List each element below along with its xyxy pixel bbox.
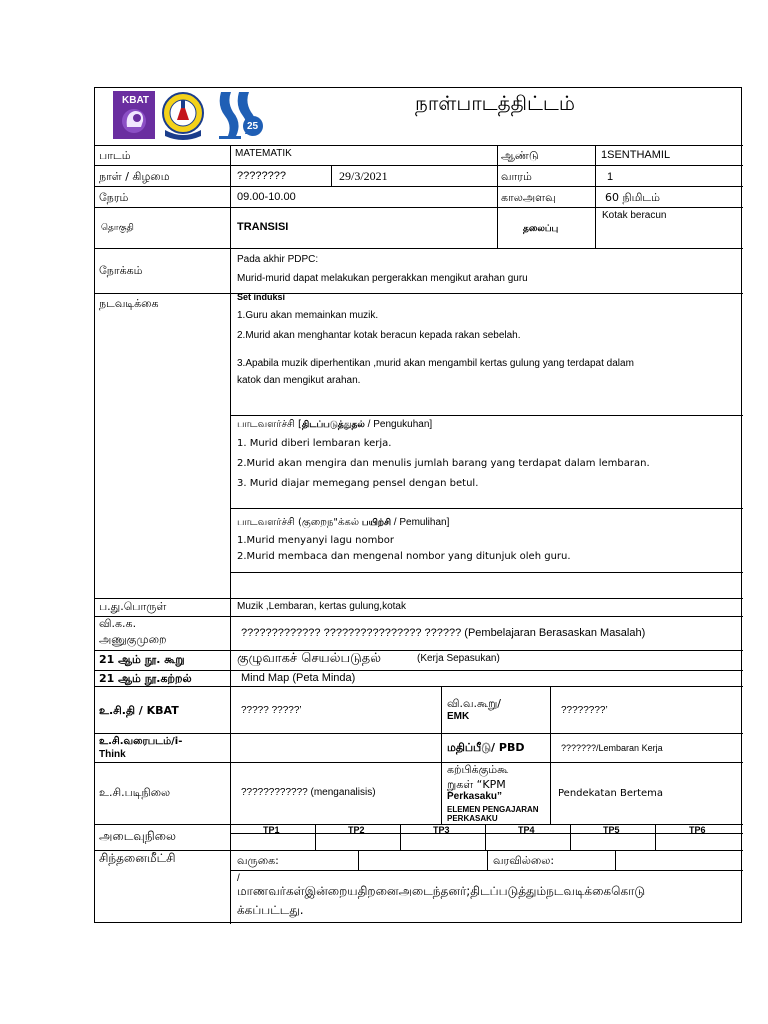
pbd-label: மதிப்பீடு/ PBD — [447, 741, 525, 754]
skill21-value: (Kerja Sepasukan) — [417, 653, 500, 664]
kpm-value: Pendekatan Bertema — [558, 788, 664, 799]
remedial-title — [237, 517, 449, 529]
kpm-label-a: கற்பிக்கும்கூ — [447, 763, 509, 776]
ithink-label: உ.சி.வரைபடம்/i- — [99, 736, 183, 747]
kbat-label: உ.சி.தி / KBAT — [99, 704, 179, 717]
title-label: தலைப்பு — [523, 224, 559, 234]
set-step-3a: 3.Apabila muzik diperhentikan ,murid akan mengambil kertas gulung yang terdapat dalam — [237, 358, 634, 369]
absence-label: வரவில்லை: — [493, 854, 555, 867]
tp-1: TP1 — [263, 825, 280, 835]
materials-label: ப.து.பொருள் — [99, 600, 167, 613]
emk-label: வி.வ.கூறு/ — [447, 697, 501, 710]
reflection-slash: / — [237, 873, 240, 884]
kpm-label-b: றுகள் “KPM — [447, 778, 506, 791]
tp-3: TP3 — [433, 825, 450, 835]
year-label: ஆண்டு — [501, 149, 539, 162]
logo-badge-number: 25 — [247, 121, 259, 132]
development-title-b: திடப்படுத்துதல் — [301, 420, 365, 430]
approach-label-2: அணுகுமுறை — [99, 633, 167, 646]
remedial-step-2: 2.Murid membaca dan mengenal nombor yang ditunjuk oleh guru. — [237, 551, 571, 562]
remedial-title-a: பாடவளர்ச்சி (குறைந"க்கல் — [237, 517, 360, 528]
activity-label: நடவடிக்கை — [99, 297, 159, 310]
page-title: நாள்பாடத்திட்டம் — [415, 91, 575, 115]
remedial-title-b: பயிற்சி — [361, 518, 391, 528]
date-value: 29/3/2021 — [339, 170, 388, 183]
emk-value: ????????’ — [561, 705, 608, 716]
skill21-label: 21 ஆம் நூ. கூறு — [99, 653, 185, 666]
duration-value: 60 நிமிடம் — [605, 191, 661, 204]
kbat-logo — [113, 91, 155, 139]
dev-step-3: 3. Murid diajar memegang pensel dengan betul. — [237, 478, 479, 489]
set-step-2: 2.Murid akan menghantar kotak beracun kepada rakan sebelah. — [237, 330, 521, 341]
kpm-label-d: ELEMEN PENGAJARAN — [447, 805, 539, 814]
duration-label: காலஅளவு — [501, 191, 556, 204]
unit-value: TRANSISI — [237, 221, 289, 233]
subject-value: MATEMATIK — [235, 148, 292, 159]
development-title-a: பாடவளர்ச்சி [ — [237, 419, 302, 430]
ithink-label-b: Think — [99, 749, 126, 760]
ministry-25-logo — [215, 88, 265, 142]
time-label: நேரம் — [99, 191, 129, 204]
subject-label: பாடம் — [99, 149, 131, 162]
objective-line1: Pada akhir PDPC: — [237, 254, 319, 265]
reflection-label: சிந்தனைமீட்சி — [99, 851, 176, 865]
time-value: 09.00-10.00 — [237, 191, 296, 203]
emk-label-b: EMK — [447, 711, 470, 722]
approach-value: ????????????? ???????????????? ?????? (Pembelajaran Berasaskan Masalah) — [241, 627, 646, 639]
day-value: ???????? — [237, 170, 286, 182]
week-value: 1 — [607, 171, 614, 183]
objective-line2: Murid-murid dapat melakukan pergerakkan mengikut arahan guru — [237, 273, 528, 284]
level-label: உ.சி.படிநிலை — [99, 786, 171, 799]
tp-6: TP6 — [689, 825, 706, 835]
tp-4: TP4 — [518, 825, 535, 835]
dev-step-1: 1. Murid diberi lembaran kerja. — [237, 438, 392, 449]
skill21-value-ta: குழுவாகச் செயல்படுதல் — [237, 651, 382, 666]
pbd-value: ???????/Lembaran Kerja — [561, 743, 663, 753]
crest-icon — [161, 90, 205, 140]
kbat-logo-text: KBAT — [122, 95, 150, 106]
school-crest-logo — [161, 90, 205, 140]
objective-label: நோக்கம் — [99, 264, 143, 277]
tp-2: TP2 — [348, 825, 365, 835]
attendance-label: வருகை: — [237, 854, 279, 867]
lesson-plan-table — [94, 87, 742, 923]
remedial-step-1: 1.Murid menyanyi lagu nombor — [237, 535, 394, 546]
reflection-text-1: மாணவர்கள்இன்றையதிறனைஅடைந்தனர்;திடப்படுத்தும்நடவடிக்கைகொடு — [237, 884, 646, 898]
approach-label-1: வி.க.க. — [99, 617, 137, 630]
kpm-label-e: PERKASAKU — [447, 814, 498, 823]
development-title — [237, 419, 432, 431]
tp-5: TP5 — [603, 825, 620, 835]
learning21-label: 21 ஆம் நூ.கற்றல் — [99, 672, 192, 685]
materials-value: Muzik ,Lembaran, kertas gulung,kotak — [237, 601, 406, 612]
title-value: Kotak beracun — [602, 210, 667, 221]
kpm-label-c: Perkasaku” — [447, 791, 503, 802]
date-label: நாள் / கிழமை — [99, 170, 170, 183]
unit-label: தொகுதி — [101, 223, 134, 233]
year-value: 1SENTHAMIL — [601, 149, 671, 161]
dev-step-2: 2.Murid akan mengira dan menulis jumlah barang yang terdapat dalam lembaran. — [237, 458, 650, 469]
set-step-1: 1.Guru akan memainkan muzik. — [237, 310, 379, 321]
kbat-value: ????? ?????’ — [241, 705, 302, 716]
development-title-c: / Pengukuhan] — [367, 419, 433, 430]
reflection-text-2: க்கப்பட்டது. — [237, 903, 304, 917]
set-induction-title: Set induksi — [237, 292, 286, 302]
achievement-label: அடைவுநிலை — [99, 829, 176, 843]
learning21-value: Mind Map (Peta Minda) — [241, 672, 356, 684]
ministry-logo-icon — [215, 88, 265, 142]
set-step-3b: katok dan mengikut arahan. — [237, 375, 361, 386]
week-label: வாரம் — [501, 170, 532, 183]
level-value: ???????????? (menganalisis) — [241, 787, 376, 798]
remedial-title-c: / Pemulihan] — [393, 517, 450, 528]
